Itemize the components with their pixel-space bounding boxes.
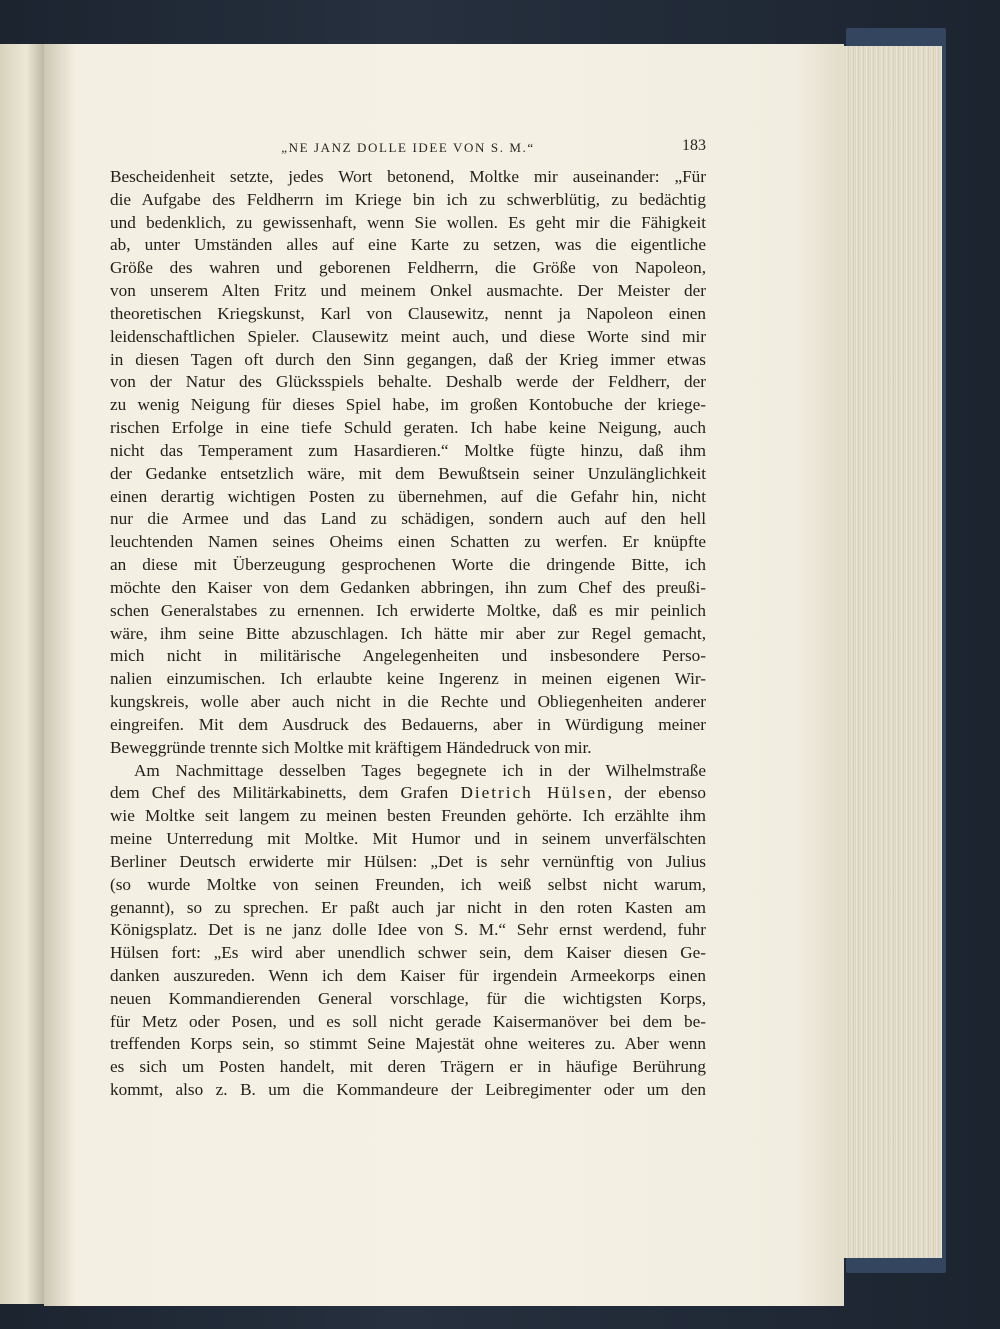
text-line: kungskreis, wolle aber auch nicht in die Rechte und Obliegenheiten anderer — [110, 692, 706, 712]
text-line: neuen Kommandierenden General vorschlage, für die wichtigsten Korps, — [110, 988, 706, 1008]
text-line: einen derartig wichtigen Posten zu übernehmen, auf die Gefahr hin, nicht — [110, 486, 706, 506]
text-run: dem Chef des Militärkabinetts, dem Grafen — [110, 783, 461, 803]
text-line: möchte den Kaiser von dem Gedanken abbringen, ihn zum Chef des preußi- — [110, 577, 706, 597]
text-line: die Aufgabe des Feldherrn im Kriege bin ich zu schwerblütig, zu bedächtig — [110, 189, 706, 209]
text-line: wie Moltke seit langem zu meinen besten Freunden gehörte. Ich erzählte ihm — [110, 806, 706, 826]
text-line: nur die Armee und das Land zu schädigen, sondern auch auf den hell — [110, 509, 706, 529]
text-line: eingreifen. Mit dem Ausdruck des Bedauerns, aber in Würdigung meiner — [110, 714, 706, 734]
text-line: für Metz oder Posen, und es soll nicht gerade Kaisermanöver bei dem be- — [110, 1011, 706, 1031]
text-line: theoretischen Kriegskunst, Karl von Clausewitz, nennt ja Napoleon einen — [110, 303, 706, 323]
text-line: danken auszureden. Wenn ich dem Kaiser für irgendein Armeekorps einen — [110, 965, 706, 985]
text-line: leuchtenden Namen seines Oheims einen Schatten zu werfen. Er knüpfte — [110, 532, 706, 552]
text-line: und bedenklich, zu gewissenhaft, wenn Sie wollen. Es geht mir die Fähigkeit — [110, 212, 706, 232]
text-line: treffenden Korps sein, so stimmt Seine Majestät ohne weiteres zu. Aber wenn — [110, 1034, 706, 1054]
left-page-edge — [0, 44, 44, 1304]
text-line: rischen Erfolge in eine tiefe Schuld geraten. Ich habe keine Neigung, auch — [110, 418, 706, 438]
text-line — [110, 782, 706, 805]
text-line: Beweggründe trennte sich Moltke mit kräftigem Händedruck von mir. — [110, 737, 592, 757]
text-line: wäre, ihm seine Bitte abzuschlagen. Ich hätte mir aber zur Regel gemacht, — [110, 623, 706, 643]
text-line: Hülsen fort: „Es wird aber unendlich schwer sein, dem Kaiser diesen Ge- — [110, 943, 706, 963]
page-edges — [840, 46, 942, 1258]
text-line: kommt, also z. B. um die Kommandeure der Leibregimenter oder um den — [110, 1080, 706, 1100]
running-head — [110, 134, 706, 160]
text-line: an diese mit Überzeugung gesprochenen Worte die dringende Bitte, ich — [110, 555, 706, 575]
text-line: in diesen Tagen oft durch den Sinn gegangen, daß der Krieg immer etwas — [110, 349, 706, 369]
text-line: Bescheidenheit setzte, jedes Wort betonend, Moltke mir auseinander: „Für — [110, 167, 706, 186]
text-line: es sich um Posten handelt, mit deren Trägern er in häufige Berührung — [110, 1057, 706, 1077]
text-line: mich nicht in militärische Angelegenheiten und insbesondere Perso- — [110, 646, 706, 666]
text-line: nicht das Temperament zum Hasardieren.“ Moltke fügte hinzu, daß ihm — [110, 440, 706, 460]
person-name: Dietrich Hülsen — [460, 783, 608, 803]
text-run: , der ebenso — [607, 783, 706, 803]
running-title: „NE JANZ DOLLE IDEE VON S. M.“ — [281, 140, 535, 155]
paragraph-start-line: Am Nachmittage desselben Tages begegnete ich in der Wilhelmstraße — [134, 760, 706, 780]
text-line: nalien einzumischen. Ich erlaubte keine Ingerenz in meinen eigenen Wir- — [110, 669, 706, 689]
page-number: 183 — [682, 137, 706, 154]
text-line: schen Generalstabes zu ernennen. Ich erwiderte Moltke, daß es mir peinlich — [110, 600, 706, 620]
text-line: der Gedanke entsetzlich wäre, mit dem Bewußtsein seiner Unzulänglichkeit — [110, 463, 706, 483]
text-line: ab, unter Umständen alles auf eine Karte zu setzen, was die eigentliche — [110, 235, 706, 255]
text-line: meine Unterredung mit Moltke. Mit Humor und in seinem unverfälschten — [110, 829, 706, 849]
text-line: Berliner Deutsch erwiderte mir Hülsen: „Det is sehr vernünftig von Julius — [110, 851, 706, 871]
body-text — [110, 166, 706, 1102]
text-line: Königsplatz. Det is ne janz dolle Idee von S. M.“ Sehr ernst werdend, fuhr — [110, 920, 706, 940]
text-line: von der Natur des Glücksspiels behalte. Deshalb werde der Feldherr, der — [110, 372, 706, 392]
text-line: leidenschaftlichen Spieler. Clausewitz meint auch, und diese Worte sind mir — [110, 326, 706, 346]
text-line: genannt), so zu sprechen. Er paßt auch jar nicht in den roten Kasten am — [110, 897, 706, 917]
text-line: von unserem Alten Fritz und meinem Onkel ausmachte. Der Meister der — [110, 281, 706, 301]
text-line: Größe des wahren und geborenen Feldherrn, die Größe von Napoleon, — [110, 258, 706, 278]
text-line: zu wenig Neigung für dieses Spiel habe, im großen Kontobuche der kriege- — [110, 395, 706, 415]
text-line: (so wurde Moltke von seinen Freunden, ich weiß selbst nicht warum, — [110, 874, 706, 894]
